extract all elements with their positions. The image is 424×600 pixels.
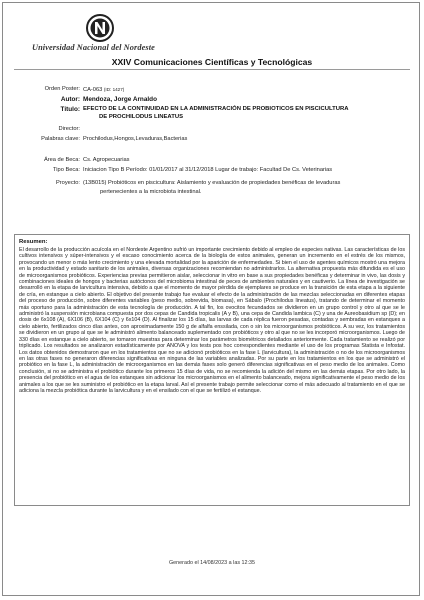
autor-label: Autor: [60, 96, 80, 103]
metadata-block [0, 0, 424, 230]
tipo-beca-value: Iniciacion Tipo B Período: 01/01/2017 al 31/12/2018 Lugar de trabajo: Facultad De Cs. Veterinarias [83, 167, 333, 173]
titulo-label: Título: [60, 106, 80, 113]
area-beca-label: Área de Beca: [43, 157, 80, 163]
director-label: Director: [58, 126, 80, 132]
resumen-body: El desarrollo de la producción acuícola en el Nordeste Argentino sufrió un importante crecimiento debido al empleo de especies nativas. Las características de los cultivos intensivos y súper-intensivos y el escaso conocimiento acerca de la biología de estos animales, generan un incremento en el estrés de los mismos, provocando un menor o más lento crecimiento y una elevada mortalidad por la aparición de enfermedades. Si bien el uso de agentes químicos mostró una mejora en la productividad y estado sanitario de los animales, diversas organizaciones recomiendan no administrarlos. La alternativa propuesta más difundida es el uso de microorganismos probióticos. Experiencias previas permitieron aislar, seleccionar in vitro en base a sus propiedades benéficas y determinar in vivo, las dosis y combinaciones ideales de hongos y bacterias autóctonos del microbioma intestinal de peces de ambientes naturales y en cautiverio. La línea de investigación se desarrolló en la etapa de larvicultura intensiva, debido a que el momento de mayor pérdida de ejemplares se produce en la transición de esta etapa a la siguiente de cría, en estanque a cielo abierto. El objetivo del presente trabajo fue evaluar el efecto de la administración de las mezclas seleccionadas en diferentes etapas del proceso de producción, sobre diferentes variables (peso medio, sobrevida, biomasa), en Sábalo (Prochilodus lineatus), tratando de determinar el momento más oportuno para la administración de esta tecnología de producción. A tal fin, los ovocitos fecundados se dividieron en un grupo control y otro al que se le administró la suspensión microbiana compuesta por dos cepas de Candida tropicalis (A y B), una cepa de Candida lambica (C) y una de Aureobasidium sp (D); en dosis de 6x108 (A), 6X106 (B), 6X104 (C) y 6x104 (D). Al finalizar los 15 días, las larvas de cada réplica fueron pesadas, contadas y sembradas en estanques a cielo abierto, fertilizados cinco días antes, con aproximadamente 150 g de alfalfa enssilada, con o sin los microorganismos probióticos. A su vez, los tratamientos se dividieron en un grupo al que se le administró alimento balanceado suplementado con probióticos y otro al que no se les incorporó microorganismos. Luego de 330 días en estanque a cielo abierto, se tomaron muestras para determinar los parámetros biométricos detallados anteriormente. Cada tratamiento se realizó por triplicado. Los resultados se analizaron estadísticamente por ANOVA y los tests pos hoc correspondientes mediante el uso de los programas Statista e Infostat. Los datos obtenidos demostraron que en los tratamientos que no se adicionó probióticos en la fase L (larvicultura), la administración o no de los microorganismos en las otras fases no generaron diferencias significativas en ninguna de las variables analizadas. Por su parte en los tratamientos en los que se administró el probiótico en la fase L, la administración de microorganismos en las demás fases solo generó diferencias significativas en el peso medio de los animales. Como conclusión, si no se administra el probiótico durante los primeros 15 días de vida, no se recomienda la adición del mismo en las demás etapas. Por otro lado, la presencia del probiótico en el agua de los estanques sin adicionar los microorganismos en el alimento balanceado, mejora significativamente el peso medio de los animales a los que se les suministro el probiótico en la etapa larval. Así el presente trabajo permite seleccionar como el más adecuado al tratamiento en el que se adiciona la mezcla probiótica durante la larvicultura y en el ensilado con el que se fertilizó el estanque. [19, 247, 405, 394]
university-name: Universidad Nacional del Nordeste [32, 43, 155, 52]
orden-id: (ID: 1427) [103, 87, 125, 92]
titulo-line-1: EFECTO DE LA CONTINUIDAD EN LA ADMINISTRACIÓN DE PROBIOTICOS EN PISCICULTURA [83, 106, 349, 112]
orden-value: CA-063 (ID: 1427) [83, 87, 125, 93]
orden-label: Orden Poster: [44, 86, 80, 92]
generated-footer: Generado el 14/08/2023 a las 12:35 [168, 560, 256, 566]
area-beca-value: Cs. Agropecuarias [83, 157, 130, 163]
palabras-clave-label: Palabras clave: [41, 136, 80, 142]
proyecto-line-1: (13B015) Probióticos en piscicultura: Aislamiento y evaluación de propiedades benéficas de levaduras [83, 180, 341, 186]
tipo-beca-label: Tipo Beca: [53, 167, 80, 173]
proyecto-line-2: pertenecientes a la microbiota intestinal. [100, 189, 202, 195]
conference-title: XXIV Comunicaciones Científicas y Tecnológicas [111, 57, 313, 67]
proyecto-label: Proyecto: [55, 180, 80, 186]
resumen-box [14, 234, 410, 506]
resumen-title: Resumen: [19, 239, 48, 245]
autor-value: Mendoza, Jorge Arnaldo [83, 96, 157, 103]
palabras-clave-value: Prochilodus,Hongos,Levaduras,Bacterias [83, 136, 188, 142]
titulo-line-2: DE PROCHILODUS LINEATUS [99, 114, 183, 120]
